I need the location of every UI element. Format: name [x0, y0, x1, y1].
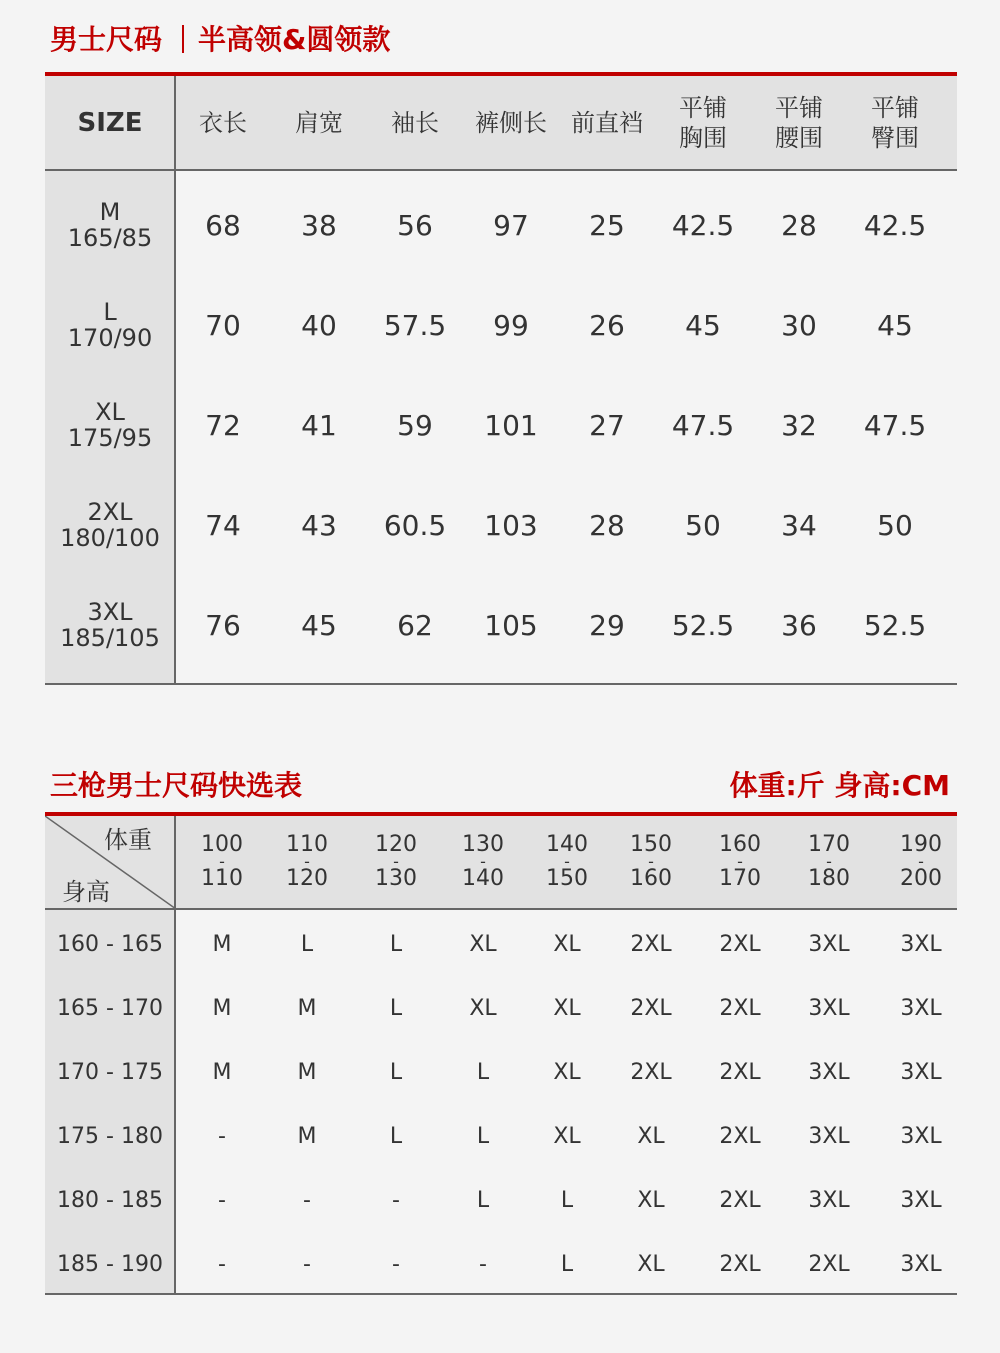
- weight-to: 110: [201, 866, 243, 891]
- recommended-size-cell: 3XL: [900, 1123, 942, 1149]
- weight-range-dash: -: [648, 852, 654, 871]
- recommended-size-cell: 3XL: [808, 1059, 850, 1085]
- column-header-line: 臀围: [871, 123, 919, 152]
- weight-to: 160: [630, 866, 672, 891]
- title-style: 半高领&圆领款: [198, 23, 391, 56]
- weight-range-dash: -: [737, 852, 743, 871]
- measurement-cell: 70: [205, 308, 241, 342]
- weight-range-header: [354, 816, 438, 908]
- weight-range-header: [441, 816, 525, 908]
- weight-to: 150: [546, 866, 588, 891]
- measurement-cell: 45: [301, 608, 337, 642]
- weight-range-dash: -: [304, 852, 310, 871]
- size-spec: 185/105: [60, 624, 160, 652]
- measurement-cell: 28: [589, 508, 625, 542]
- measurement-cell: 28: [781, 208, 817, 242]
- column-header-line: 肩宽: [295, 108, 343, 137]
- recommended-size-cell: 2XL: [630, 1059, 672, 1085]
- recommended-size-cell: -: [218, 1123, 226, 1149]
- column-header-line: 胸围: [679, 123, 727, 152]
- recommended-size-cell: 2XL: [630, 995, 672, 1021]
- weight-range-dash: -: [826, 852, 832, 871]
- recommended-size-cell: 2XL: [719, 931, 761, 957]
- recommended-size-cell: 3XL: [900, 1059, 942, 1085]
- quick-select-title: 三枪男士尺码快选表: [50, 769, 303, 802]
- recommended-size-cell: M: [297, 995, 317, 1021]
- recommended-size-cell: M: [212, 995, 232, 1021]
- column-header-line: 平铺: [871, 93, 919, 122]
- recommended-size-cell: 3XL: [900, 931, 942, 957]
- weight-to: 180: [808, 866, 850, 891]
- recommended-size-cell: XL: [553, 995, 581, 1021]
- measurement-cell: 42.5: [671, 208, 735, 242]
- measurement-cell: 52.5: [863, 608, 927, 642]
- measurement-cell: 38: [301, 208, 337, 242]
- recommended-size-cell: -: [303, 1251, 311, 1277]
- recommended-size-cell: 2XL: [719, 1251, 761, 1277]
- column-header-line: 裤侧长: [475, 108, 547, 137]
- recommended-size-cell: 2XL: [630, 931, 672, 957]
- size-name: XL: [95, 398, 125, 426]
- weight-range-header: [698, 816, 782, 908]
- size-row-label: [45, 375, 175, 475]
- weight-from: 140: [546, 832, 588, 857]
- recommended-size-cell: XL: [553, 1059, 581, 1085]
- recommended-size-cell: 2XL: [719, 1059, 761, 1085]
- column-header-line: 平铺: [775, 93, 823, 122]
- title-divider: [182, 25, 184, 53]
- title-main: 男士尺码: [50, 23, 163, 56]
- column-header: [559, 76, 655, 169]
- measurement-cell: 29: [589, 608, 625, 642]
- weight-range-dash: -: [918, 852, 924, 871]
- corner-height-label: 身高: [62, 878, 110, 906]
- recommended-size-cell: XL: [469, 931, 497, 957]
- size-name: L: [103, 298, 117, 326]
- recommended-size-cell: XL: [637, 1187, 665, 1213]
- column-header-line: 腰围: [775, 123, 823, 152]
- measurement-cell: 76: [205, 608, 241, 642]
- measurement-cell: 62: [397, 608, 433, 642]
- height-range-label: 160 - 165: [57, 931, 163, 957]
- measurement-cell: 57.5: [383, 308, 447, 342]
- recommended-size-cell: L: [389, 995, 403, 1021]
- recommended-size-cell: 3XL: [808, 1187, 850, 1213]
- weight-range-dash: -: [219, 852, 225, 871]
- recommended-size-cell: L: [389, 1059, 403, 1085]
- weight-from: 130: [462, 832, 504, 857]
- weight-from: 120: [375, 832, 417, 857]
- recommended-size-cell: 3XL: [808, 931, 850, 957]
- recommended-size-cell: 3XL: [900, 995, 942, 1021]
- column-header-line: 衣长: [199, 108, 247, 137]
- size-name: M: [99, 198, 121, 226]
- weight-to: 120: [286, 866, 328, 891]
- column-header: [175, 76, 271, 169]
- column-header: [751, 76, 847, 169]
- recommended-size-cell: L: [476, 1059, 490, 1085]
- measurement-cell: 97: [493, 208, 529, 242]
- height-range-label: 165 - 170: [57, 995, 163, 1021]
- recommended-size-cell: M: [212, 931, 232, 957]
- recommended-size-cell: L: [389, 931, 403, 957]
- header-divider-2: [45, 908, 957, 910]
- weight-to: 200: [900, 866, 942, 891]
- measurement-cell: 99: [493, 308, 529, 342]
- measurement-cell: 45: [877, 308, 913, 342]
- recommended-size-cell: -: [479, 1251, 487, 1277]
- measurement-cell: 42.5: [863, 208, 927, 242]
- measurement-cell: 26: [589, 308, 625, 342]
- weight-range-dash: -: [393, 852, 399, 871]
- weight-range-header: [525, 816, 609, 908]
- recommended-size-cell: 2XL: [719, 995, 761, 1021]
- measurement-cell: 30: [781, 308, 817, 342]
- recommended-size-cell: L: [560, 1187, 574, 1213]
- height-range-label: 185 - 190: [57, 1251, 163, 1277]
- recommended-size-cell: -: [392, 1187, 400, 1213]
- recommended-size-cell: -: [218, 1251, 226, 1277]
- size-name: 3XL: [87, 598, 133, 626]
- measurement-cell: 47.5: [671, 408, 735, 442]
- measurement-cell: 101: [484, 408, 538, 442]
- measurement-cell: 41: [301, 408, 337, 442]
- weight-from: 170: [808, 832, 850, 857]
- measurement-cell: 56: [397, 208, 433, 242]
- weight-from: 110: [286, 832, 328, 857]
- recommended-size-cell: L: [389, 1123, 403, 1149]
- measurement-cell: 52.5: [671, 608, 735, 642]
- recommended-size-cell: -: [392, 1251, 400, 1277]
- recommended-size-cell: XL: [637, 1123, 665, 1149]
- measurement-cell: 43: [301, 508, 337, 542]
- weight-to: 170: [719, 866, 761, 891]
- weight-range-header: [180, 816, 264, 908]
- measurement-cell: 103: [484, 508, 538, 542]
- weight-to: 130: [375, 866, 417, 891]
- table-bottom-rule: [45, 683, 957, 685]
- size-row-label: [45, 175, 175, 275]
- measurement-cell: 50: [685, 508, 721, 542]
- recommended-size-cell: L: [476, 1187, 490, 1213]
- column-header-line: 前直裆: [571, 108, 643, 137]
- column-header: [367, 76, 463, 169]
- recommended-size-cell: 3XL: [808, 1123, 850, 1149]
- measurement-cell: 32: [781, 408, 817, 442]
- weight-range-header: [879, 816, 963, 908]
- weight-from: 150: [630, 832, 672, 857]
- recommended-size-cell: XL: [469, 995, 497, 1021]
- recommended-size-cell: 2XL: [719, 1123, 761, 1149]
- recommended-size-cell: 3XL: [900, 1187, 942, 1213]
- recommended-size-cell: M: [297, 1123, 317, 1149]
- size-name: 2XL: [87, 498, 133, 526]
- recommended-size-cell: L: [560, 1251, 574, 1277]
- size-row-label: [45, 475, 175, 575]
- recommended-size-cell: XL: [553, 1123, 581, 1149]
- measurement-cell: 47.5: [863, 408, 927, 442]
- measurement-cell: 59: [397, 408, 433, 442]
- weight-range-header: [265, 816, 349, 908]
- weight-range-header: [787, 816, 871, 908]
- weight-range-dash: -: [564, 852, 570, 871]
- header-divider: [45, 169, 957, 171]
- measurement-cell: 72: [205, 408, 241, 442]
- height-range-label: 170 - 175: [57, 1059, 163, 1085]
- weight-from: 190: [900, 832, 942, 857]
- recommended-size-cell: 2XL: [719, 1187, 761, 1213]
- height-range-label: 180 - 185: [57, 1187, 163, 1213]
- measurement-cell: 25: [589, 208, 625, 242]
- recommended-size-cell: -: [303, 1187, 311, 1213]
- size-spec: 170/90: [67, 324, 153, 352]
- weight-from: 160: [719, 832, 761, 857]
- measurement-cell: 45: [685, 308, 721, 342]
- column-header-line: 袖长: [391, 108, 439, 137]
- size-spec: 175/95: [67, 424, 153, 452]
- measurement-cell: 40: [301, 308, 337, 342]
- recommended-size-cell: 2XL: [808, 1251, 850, 1277]
- size-spec: 165/85: [67, 224, 153, 252]
- column-header-line: 平铺: [679, 93, 727, 122]
- weight-to: 140: [462, 866, 504, 891]
- column-header: [271, 76, 367, 169]
- measurement-cell: 105: [484, 608, 538, 642]
- column-header: [655, 76, 751, 169]
- measurement-cell: 34: [781, 508, 817, 542]
- recommended-size-cell: -: [218, 1187, 226, 1213]
- recommended-size-cell: M: [297, 1059, 317, 1085]
- recommended-size-cell: XL: [553, 931, 581, 957]
- recommended-size-cell: 3XL: [808, 995, 850, 1021]
- size-spec: 180/100: [60, 524, 160, 552]
- measurement-cell: 36: [781, 608, 817, 642]
- measurement-cell: 50: [877, 508, 913, 542]
- height-range-label: 175 - 180: [57, 1123, 163, 1149]
- corner-weight-label: 体重: [104, 826, 152, 854]
- size-chart-title: [50, 18, 390, 58]
- column-header: [463, 76, 559, 169]
- recommended-size-cell: M: [212, 1059, 232, 1085]
- weight-range-header: [609, 816, 693, 908]
- size-row-label: [45, 275, 175, 375]
- measurement-cell: 60.5: [383, 508, 447, 542]
- recommended-size-cell: L: [300, 931, 314, 957]
- measurement-cell: 74: [205, 508, 241, 542]
- recommended-size-cell: L: [476, 1123, 490, 1149]
- column-header: [847, 76, 943, 169]
- size-header: SIZE: [77, 107, 143, 138]
- measurement-cell: 68: [205, 208, 241, 242]
- weight-range-dash: -: [480, 852, 486, 871]
- size-row-label: [45, 575, 175, 675]
- measurement-cell: 27: [589, 408, 625, 442]
- recommended-size-cell: XL: [637, 1251, 665, 1277]
- recommended-size-cell: 3XL: [900, 1251, 942, 1277]
- unit-note: 体重:斤 身高:CM: [729, 769, 950, 802]
- weight-from: 100: [201, 832, 243, 857]
